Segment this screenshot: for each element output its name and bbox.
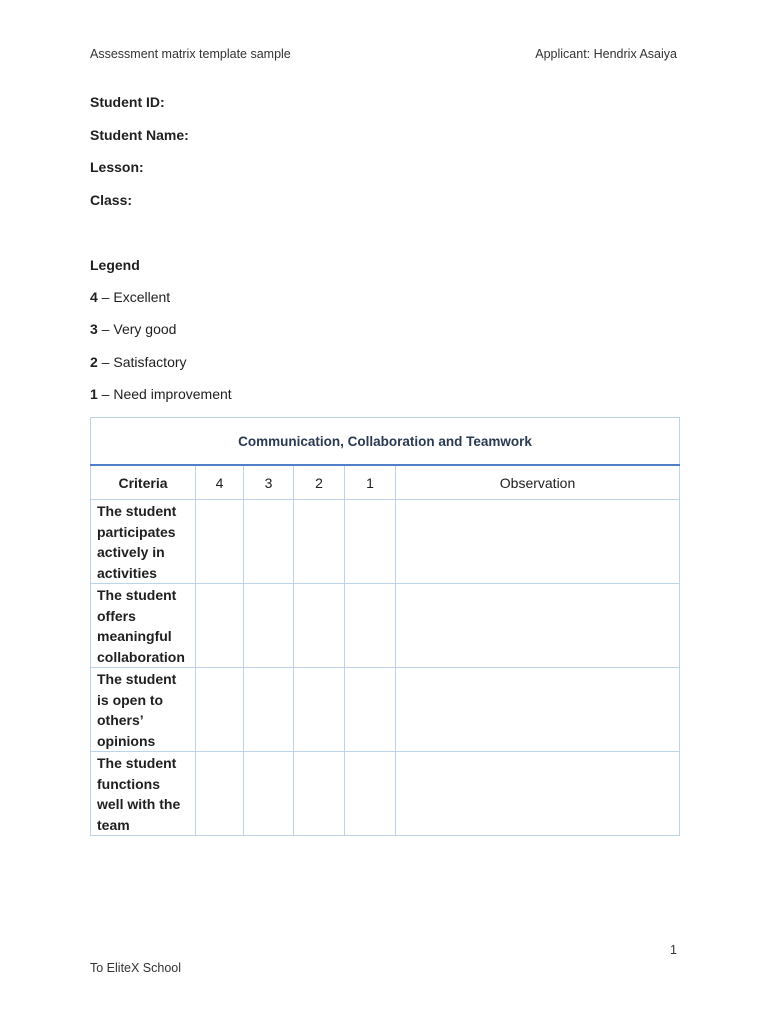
criteria-cell: The student offers meaningful collaboration — [91, 584, 196, 668]
legend-score: 4 — [90, 289, 98, 305]
column-header-score-2: 2 — [294, 465, 345, 500]
table-title: Communication, Collaboration and Teamwork — [91, 418, 680, 466]
column-header-score-3: 3 — [244, 465, 294, 500]
legend-title: Legend — [90, 257, 140, 273]
table-row — [91, 500, 680, 584]
score-cell-3[interactable] — [244, 584, 294, 668]
score-cell-1[interactable] — [345, 584, 396, 668]
legend-item — [90, 289, 170, 305]
legend-label: Need improvement — [113, 386, 232, 402]
table-row — [91, 752, 680, 836]
criteria-cell: The student participates actively in activities — [91, 500, 196, 584]
score-cell-4[interactable] — [196, 668, 244, 752]
legend-score: 2 — [90, 354, 98, 370]
legend-score: 1 — [90, 386, 98, 402]
score-cell-3[interactable] — [244, 500, 294, 584]
table-row — [91, 584, 680, 668]
column-header-criteria: Criteria — [91, 465, 196, 500]
score-cell-1[interactable] — [345, 752, 396, 836]
column-header-score-1: 1 — [345, 465, 396, 500]
legend-label: Excellent — [113, 289, 171, 305]
observation-cell[interactable] — [396, 500, 680, 584]
assessment-table — [90, 417, 680, 836]
student-id-label: Student ID: — [90, 94, 165, 110]
score-cell-2[interactable] — [294, 500, 345, 584]
score-cell-3[interactable] — [244, 752, 294, 836]
score-cell-3[interactable] — [244, 668, 294, 752]
observation-cell[interactable] — [396, 752, 680, 836]
score-cell-4[interactable] — [196, 500, 244, 584]
legend-item — [90, 321, 176, 337]
legend-item — [90, 386, 232, 402]
footer-text: To EliteX School — [90, 961, 182, 975]
observation-cell[interactable] — [396, 668, 680, 752]
observation-cell[interactable] — [396, 584, 680, 668]
legend-separator: – — [97, 289, 114, 305]
legend-label: Satisfactory — [113, 354, 187, 370]
legend-label: Very good — [113, 321, 177, 337]
score-cell-4[interactable] — [196, 752, 244, 836]
score-cell-1[interactable] — [345, 500, 396, 584]
column-header-observation: Observation — [396, 465, 680, 500]
legend-score: 3 — [90, 321, 98, 337]
score-cell-4[interactable] — [196, 584, 244, 668]
lesson-label: Lesson: — [90, 159, 144, 175]
legend-separator: – — [97, 321, 114, 337]
table-row — [91, 668, 680, 752]
score-cell-2[interactable] — [294, 668, 345, 752]
score-cell-1[interactable] — [345, 668, 396, 752]
header-applicant: Applicant: Hendrix Asaiya — [535, 47, 677, 61]
legend-separator: – — [97, 354, 114, 370]
column-header-score-4: 4 — [196, 465, 244, 500]
header-title: Assessment matrix template sample — [90, 47, 291, 61]
page-number: 1 — [670, 943, 677, 957]
legend-item — [90, 354, 187, 370]
class-label: Class: — [90, 192, 133, 208]
student-name-label: Student Name: — [90, 127, 189, 143]
legend-separator: – — [97, 386, 114, 402]
table-header-row — [91, 465, 680, 500]
criteria-cell: The student is open to others’ opinions — [91, 668, 196, 752]
score-cell-2[interactable] — [294, 752, 345, 836]
criteria-cell: The student functions well with the team — [91, 752, 196, 836]
score-cell-2[interactable] — [294, 584, 345, 668]
